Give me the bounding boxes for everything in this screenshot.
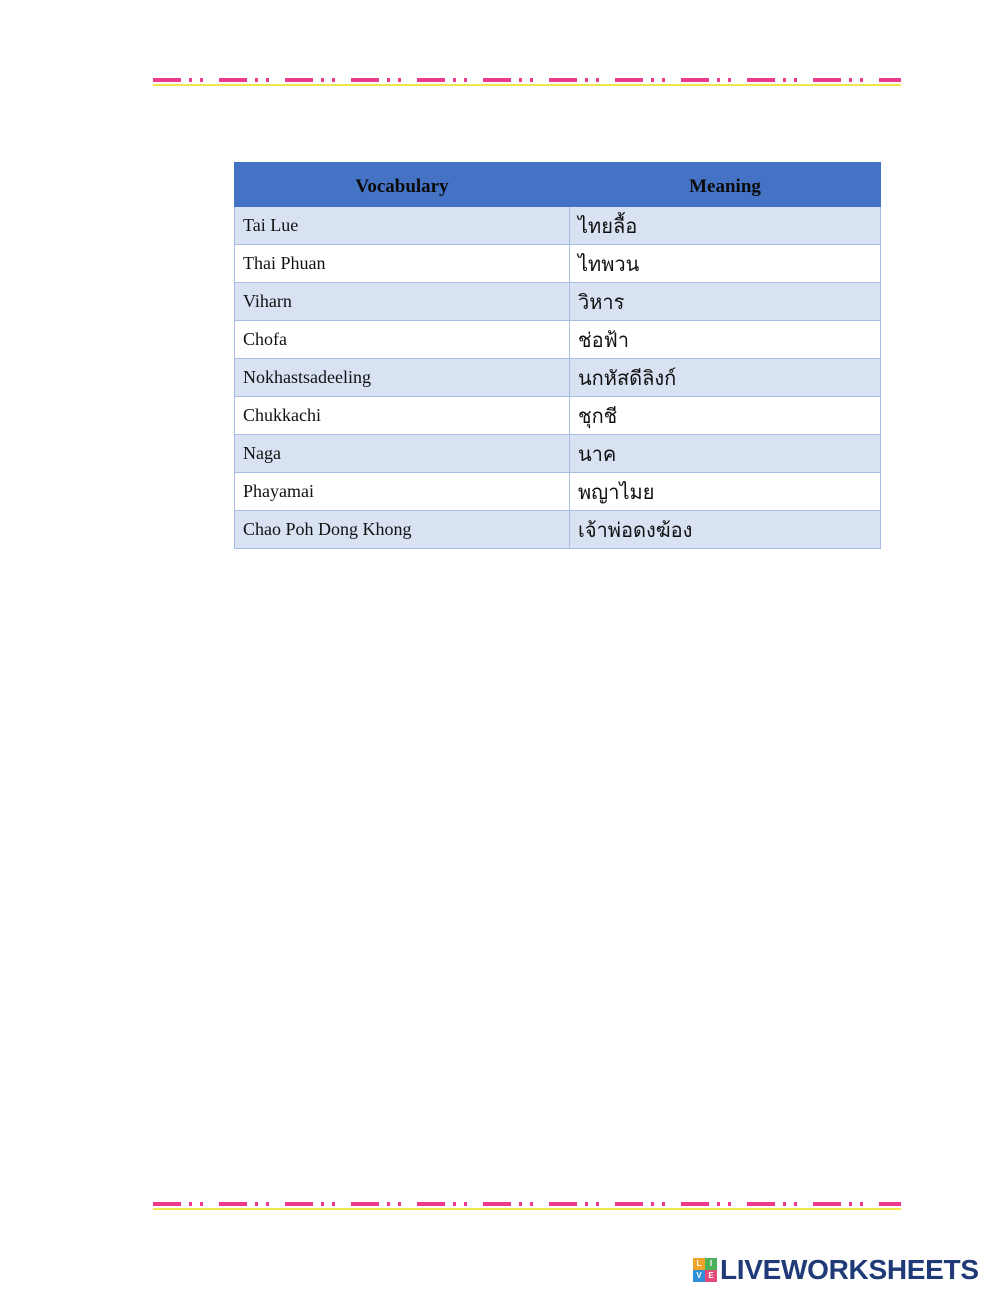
meaning-cell: ไทพวน — [570, 245, 881, 283]
meaning-cell: ชุกชี — [570, 397, 881, 435]
table-row — [235, 435, 881, 473]
table-row — [235, 397, 881, 435]
table-row — [235, 207, 881, 245]
table-row — [235, 359, 881, 397]
table-row — [235, 245, 881, 283]
table-row — [235, 473, 881, 511]
table-header-row — [235, 163, 881, 207]
brand-wordmark: LIVEWORKSHEETS — [720, 1254, 979, 1285]
meaning-cell: นกหัสดีลิงก์ — [570, 359, 881, 397]
top-decorative-border — [153, 78, 901, 88]
meaning-cell: เจ้าพ่อดงฆ้อง — [570, 511, 881, 549]
header-vocabulary: Vocabulary — [235, 163, 570, 207]
liveworksheets-logo-icon: L I V E — [693, 1258, 717, 1282]
liveworksheets-brand — [693, 1256, 979, 1284]
table-row — [235, 321, 881, 359]
vocabulary-cell: Thai Phuan — [235, 245, 570, 283]
border-solid-line — [153, 1208, 901, 1210]
vocabulary-cell: Phayamai — [235, 473, 570, 511]
bottom-decorative-border — [153, 1202, 901, 1212]
vocabulary-cell: Viharn — [235, 283, 570, 321]
header-meaning: Meaning — [570, 163, 881, 207]
vocabulary-cell: Chukkachi — [235, 397, 570, 435]
meaning-cell: วิหาร — [570, 283, 881, 321]
meaning-cell: นาค — [570, 435, 881, 473]
border-solid-line — [153, 84, 901, 86]
border-dash-line — [153, 78, 901, 82]
vocabulary-cell: Chao Poh Dong Khong — [235, 511, 570, 549]
meaning-cell: พญาไมย — [570, 473, 881, 511]
table-row — [235, 511, 881, 549]
vocabulary-cell: Chofa — [235, 321, 570, 359]
vocabulary-cell: Naga — [235, 435, 570, 473]
border-dash-line — [153, 1202, 901, 1206]
vocabulary-table — [234, 162, 881, 549]
table-row — [235, 283, 881, 321]
meaning-cell: ช่อฟ้า — [570, 321, 881, 359]
vocabulary-cell: Tai Lue — [235, 207, 570, 245]
vocabulary-cell: Nokhastsadeeling — [235, 359, 570, 397]
meaning-cell: ไทยลื้อ — [570, 207, 881, 245]
